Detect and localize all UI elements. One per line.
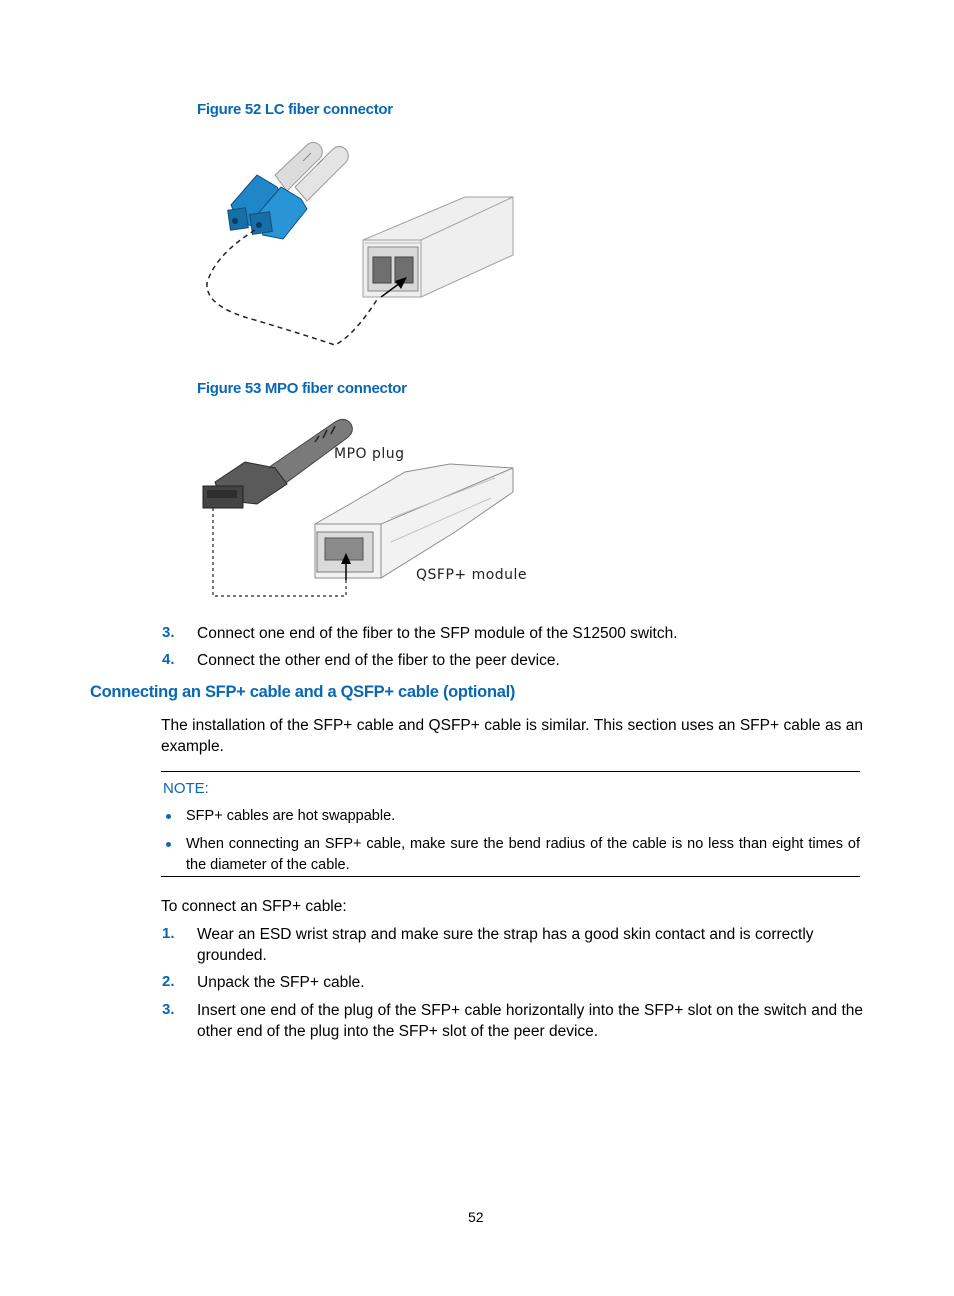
bullet-icon: [166, 814, 171, 819]
step-number: 4.: [162, 651, 175, 668]
qsfp-module-label: QSFP+ module: [416, 567, 528, 583]
note-bullet-text-cont: the diameter of the cable.: [186, 857, 350, 873]
mpo-plug-label: MPO plug: [334, 446, 405, 462]
note-top-rule: [161, 771, 860, 772]
figure-52-caption: Figure 52 LC fiber connector: [197, 101, 393, 118]
note-bullet-text: When connecting an SFP+ cable, make sure the bend radius of the cable is no less than eight times of: [186, 836, 860, 852]
step-text: Wear an ESD wrist strap and make sure the strap has a good skin contact and is correctly: [197, 926, 814, 943]
step-number: 2.: [162, 973, 175, 990]
intro-paragraph-line2: example.: [161, 738, 224, 755]
step-text: Connect the other end of the fiber to the peer device.: [197, 652, 560, 669]
step-text-cont: other end of the plug into the SFP+ slot of the peer device.: [197, 1023, 599, 1040]
mpo-plug-icon: [203, 462, 287, 508]
step-number: 3.: [162, 624, 175, 641]
section-heading: Connecting an SFP+ cable and a QSFP+ cable (optional): [90, 683, 516, 701]
lc-connector-icon: [228, 175, 307, 239]
note-bottom-rule: [161, 876, 860, 877]
step-text-cont: grounded.: [197, 947, 267, 964]
step-number: 1.: [162, 925, 175, 942]
intro-paragraph-line1: The installation of the SFP+ cable and QSFP+ cable is similar. This section uses an SFP+ cable as an: [161, 717, 863, 734]
note-label: NOTE:: [163, 780, 209, 797]
step-text: Insert one end of the plug of the SFP+ cable horizontally into the SFP+ slot on the switch and the: [197, 1002, 863, 1019]
step-text: Unpack the SFP+ cable.: [197, 974, 365, 991]
step-text: Connect one end of the fiber to the SFP module of the S12500 switch.: [197, 625, 678, 642]
sfp-module-icon: [363, 197, 513, 297]
figure-53-caption: Figure 53 MPO fiber connector: [197, 380, 407, 397]
procedure-lead: To connect an SFP+ cable:: [161, 898, 347, 915]
note-bullet-text: SFP+ cables are hot swappable.: [186, 808, 396, 824]
page-number: 52: [468, 1209, 484, 1225]
bullet-icon: [166, 842, 171, 847]
lc-fiber-connector-illustration: [195, 135, 525, 355]
step-number: 3.: [162, 1001, 175, 1018]
